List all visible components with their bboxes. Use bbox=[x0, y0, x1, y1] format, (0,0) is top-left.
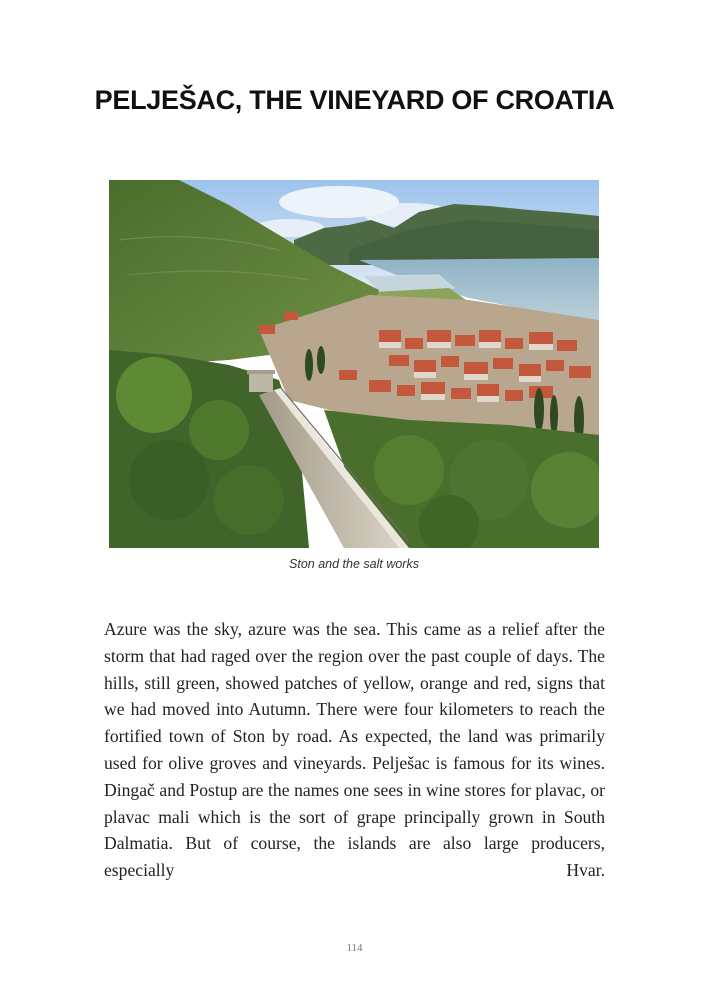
body-paragraph: Azure was the sky, azure was the sea. This came as a relief after the storm that had raged over the region over the past couple of days. The hills, still green, showed patches of yellow, orange and red, signs that we had moved into Autumn. There were four kilometers to reach the fortified town of Ston by road. As expected, the land was primarily used for olive groves and vineyards. Pelješac is famous for its wines. Dingač and Postup are the names one sees in wine stores for plavac, or plavac mali which is the sort of grape principally grown in South Dalmatia. But of course, the islands are also large producers, especially Hvar. bbox=[104, 619, 605, 881]
page-number: 114 bbox=[346, 942, 363, 954]
tree-canopy bbox=[214, 465, 284, 535]
tree-canopy bbox=[374, 435, 444, 505]
ston-landscape-illustration bbox=[109, 180, 599, 548]
tree-canopy bbox=[129, 440, 209, 520]
tree-canopy bbox=[116, 357, 192, 433]
wall-tower bbox=[249, 372, 273, 392]
figure-caption: Ston and the salt works bbox=[289, 557, 419, 571]
wall-tower-top bbox=[247, 370, 275, 374]
ston-photo bbox=[109, 180, 599, 548]
page-title: PELJEŠAC, THE VINEYARD OF CROATIA bbox=[94, 85, 615, 115]
tree-canopy bbox=[189, 400, 249, 460]
